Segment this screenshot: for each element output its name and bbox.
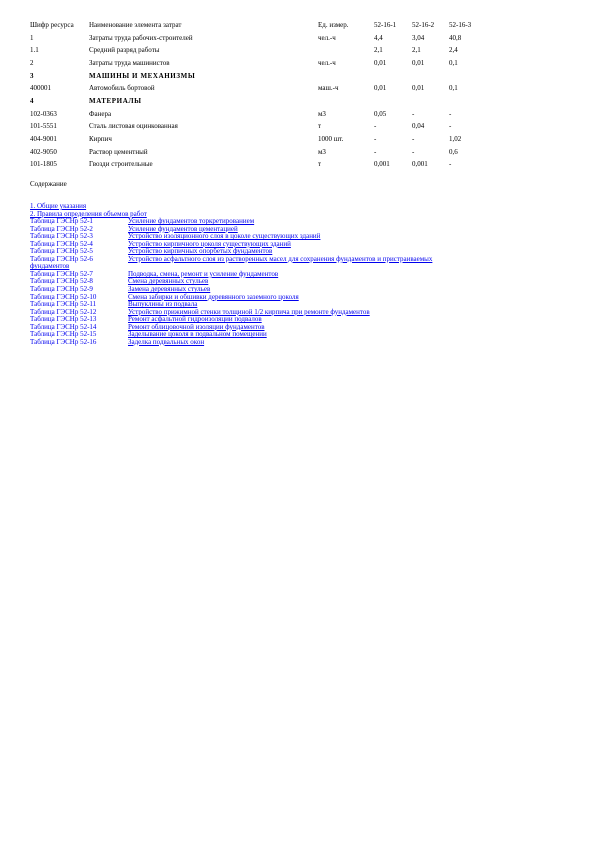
cell-value-3: 0,1	[449, 84, 458, 93]
cell-code: 4	[30, 96, 34, 105]
toc-link-text: Устройство кирпичных опорбетых фундаментов	[128, 247, 273, 256]
cell-code: 101-1805	[30, 160, 57, 169]
toc-link-text: 1. Общие указания	[30, 202, 87, 210]
cell-value-2: -	[412, 135, 415, 144]
toc-link-text: Подводка, смена, ремонт и усиление фундаментов	[128, 269, 279, 278]
table-row	[30, 108, 479, 121]
toc-link-text: Устройство прижимной стенки толщиной 1/2 кирпича при ремонте фундаментов	[128, 307, 370, 316]
cell-unit: чел.-ч	[318, 33, 336, 42]
toc-link-code: Таблица ГЭСНр 52-13	[30, 315, 97, 324]
cell-unit: чел.-ч	[318, 58, 336, 67]
table-row	[30, 32, 479, 45]
toc-link[interactable]	[30, 331, 470, 339]
table-header-row	[30, 19, 479, 32]
table-row	[30, 82, 479, 95]
header-col-3: 52-16-3	[449, 20, 472, 29]
toc-link-code: Таблица ГЭСНр 52-1	[30, 217, 93, 226]
cell-value-3: 0,1	[449, 58, 458, 67]
toc-link-code: Таблица ГЭСНр 52-16	[30, 337, 97, 346]
toc-link-code: Таблица ГЭСНр 52-9	[30, 285, 93, 294]
cell-value-1: 0,01	[374, 58, 387, 67]
toc-link[interactable]	[30, 278, 470, 286]
cell-value-1: -	[374, 147, 377, 156]
cell-name: Средний разряд работы	[89, 46, 160, 55]
cell-unit: т	[318, 122, 322, 131]
toc-link[interactable]	[30, 271, 470, 279]
cell-name: МАШИНЫ И МЕХАНИЗМЫ	[89, 71, 196, 80]
cell-code: 1	[30, 33, 34, 42]
toc-link-code: Таблица ГЭСНр 52-15	[30, 330, 97, 339]
cell-unit: 1000 шт.	[318, 135, 344, 144]
toc-link-text: Заделывание цоколя в подвальном помещении	[128, 330, 267, 339]
header-col-2: 52-16-2	[412, 20, 435, 29]
header-unit: Ед. измер.	[318, 20, 349, 29]
toc-link-text: Заделка подвальных окон	[128, 337, 205, 346]
cell-value-3: -	[449, 122, 452, 131]
cell-value-3: 2,4	[449, 46, 458, 55]
cell-unit: маш.-ч	[318, 84, 339, 93]
cell-name: Фанера	[89, 109, 112, 118]
toc-link-text: Ремонт асфальтной гидроизоляции подвалов	[128, 315, 262, 324]
cell-name: Автомобиль бортовой	[89, 84, 155, 93]
toc-link-code: Таблица ГЭСНр 52-4	[30, 239, 93, 248]
cell-name: Затраты труда машинистов	[89, 58, 170, 67]
cell-value-3: -	[449, 109, 452, 118]
cell-code: 1.1	[30, 46, 39, 55]
table-row	[30, 121, 479, 134]
cell-value-1: -	[374, 122, 377, 131]
toc-link-code: Таблица ГЭСНр 52-8	[30, 277, 93, 286]
cell-value-2: -	[412, 109, 415, 118]
cell-value-3: 1,02	[449, 135, 462, 144]
resource-table	[30, 19, 479, 171]
cell-code: 3	[30, 71, 34, 80]
cell-value-1: -	[374, 135, 377, 144]
toc-link-text: Устройство асфальтного слоя из растворенных масел для сохранения фундаментов и пристраиваемых фундаментов	[30, 254, 433, 271]
cell-value-1	[374, 70, 412, 83]
cell-code: 402-9050	[30, 147, 57, 156]
table-group-row	[30, 95, 479, 108]
table-row	[30, 57, 479, 70]
cell-unit: м3	[318, 147, 326, 156]
cell-unit	[318, 44, 374, 57]
cell-code: 101-5551	[30, 122, 57, 131]
cell-name: Сталь листовая оцинкованная	[89, 122, 178, 131]
contents-title: Содержание	[30, 180, 67, 188]
cell-code: 102-0363	[30, 109, 57, 118]
toc-link-code: Таблица ГЭСНр 52-2	[30, 224, 93, 233]
toc-link-text: Смена забирки и обшивки деревянного заземного цоколя	[128, 292, 299, 301]
toc-link-text: Усиление фундаментов цементацией	[128, 224, 238, 233]
table-group-row	[30, 70, 479, 83]
toc-link[interactable]	[30, 294, 470, 302]
toc-link-text: Замена деревянных стульев	[128, 285, 211, 294]
cell-value-3	[449, 95, 479, 108]
header-col-1: 52-16-1	[374, 20, 397, 29]
cell-name: Кирпич	[89, 135, 112, 144]
header-name: Наименование элемента затрат	[89, 20, 182, 29]
toc-link-code: Таблица ГЭСНр 52-5	[30, 247, 93, 256]
toc-link-text: Ремонт облицовочной изоляции фундаментов	[128, 322, 265, 331]
toc-link-text: 2. Правила определения объемов работ	[30, 209, 147, 218]
cell-name: Раствор цементный	[89, 147, 148, 156]
cell-value-1: 2,1	[374, 46, 383, 55]
cell-name: Гвозди строительные	[89, 160, 153, 169]
toc-link[interactable]	[30, 256, 470, 271]
cell-value-2: 0,01	[412, 58, 425, 67]
cell-value-1: 0,01	[374, 84, 387, 93]
cell-value-2: 0,001	[412, 160, 428, 169]
cell-value-2	[412, 70, 449, 83]
cell-code: 400001	[30, 84, 51, 93]
cell-value-2	[412, 95, 449, 108]
header-code: Шифр ресурса	[30, 20, 74, 29]
cell-value-3	[449, 70, 479, 83]
cell-value-2: 0,04	[412, 122, 425, 131]
cell-unit	[318, 70, 374, 83]
toc-link[interactable]	[30, 339, 470, 347]
cell-value-1: 0,05	[374, 109, 387, 118]
toc-link-code: Таблица ГЭСНр 52-6	[30, 254, 93, 263]
cell-unit: т	[318, 160, 322, 169]
cell-code: 404-9001	[30, 135, 57, 144]
table-row	[30, 146, 479, 159]
cell-value-2: 3,04	[412, 33, 425, 42]
table-body	[30, 32, 479, 172]
cell-value-1	[374, 95, 412, 108]
cell-code: 2	[30, 58, 34, 67]
toc-link-text: Устройство кирпичного цоколя существующих зданий	[128, 239, 291, 248]
toc-link-code: Таблица ГЭСНр 52-12	[30, 307, 97, 316]
cell-value-1: 0,001	[374, 160, 390, 169]
table-row	[30, 44, 479, 57]
toc-link-code: Таблица ГЭСНр 52-11	[30, 300, 97, 309]
toc-link-code: Таблица ГЭСНр 52-10	[30, 292, 97, 301]
cell-value-3: -	[449, 160, 452, 169]
toc-link-code: Таблица ГЭСНр 52-14	[30, 322, 97, 331]
cell-name: МАТЕРИАЛЫ	[89, 96, 142, 105]
cell-value-3: 40,8	[449, 33, 462, 42]
cell-value-2: 2,1	[412, 46, 421, 55]
cell-value-1: 4,4	[374, 33, 383, 42]
cell-value-2: -	[412, 147, 415, 156]
toc-link-code: Таблица ГЭСНр 52-3	[30, 232, 93, 241]
toc-link-code: Таблица ГЭСНр 52-7	[30, 269, 93, 278]
cell-name: Затраты труда рабочих-строителей	[89, 33, 193, 42]
cell-value-2: 0,01	[412, 84, 425, 93]
table-row	[30, 133, 479, 146]
toc-link-text: Выпуклины из подвала	[128, 300, 198, 309]
table-row	[30, 159, 479, 172]
toc-link-text: Усиление фундаментов торкретированием	[128, 217, 255, 226]
table-of-contents	[30, 203, 470, 346]
toc-link-text: Устройство изоляционного слоя в цоколе существующих зданий	[128, 232, 321, 241]
cell-unit	[318, 95, 374, 108]
toc-link-text: Смена деревянных стульев	[128, 277, 209, 286]
toc-link[interactable]	[30, 218, 470, 226]
cell-value-3: 0,6	[449, 147, 458, 156]
cell-unit: м3	[318, 109, 326, 118]
